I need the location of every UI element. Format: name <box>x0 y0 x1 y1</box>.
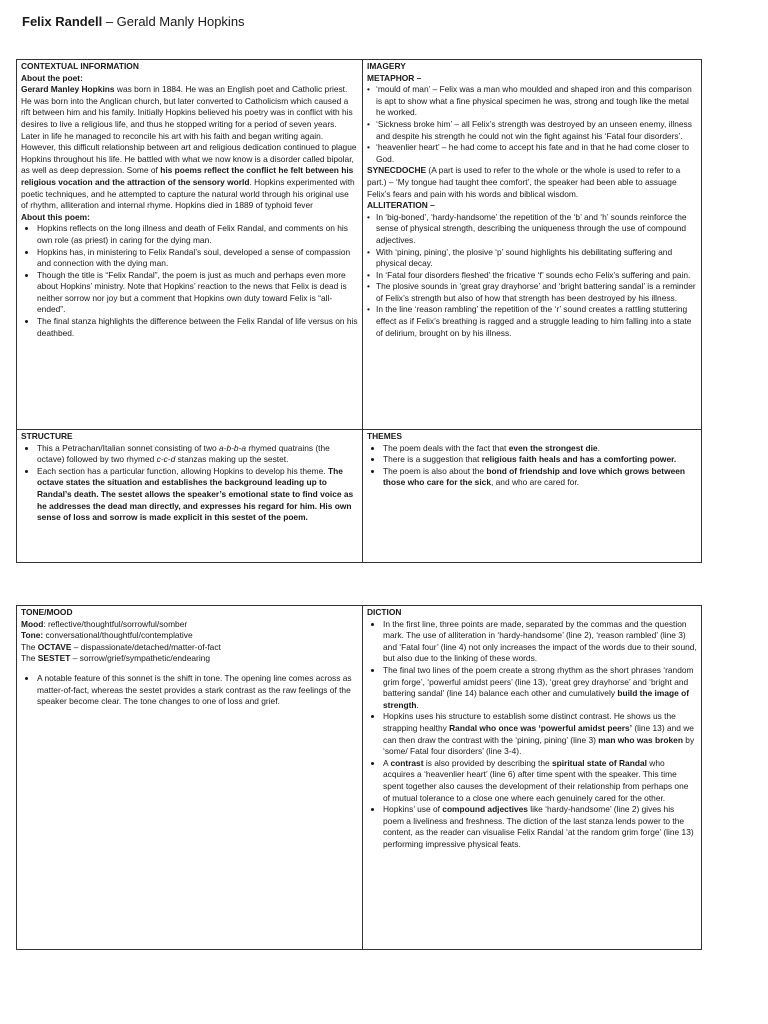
themes-cell <box>363 430 701 562</box>
synecdoche-heading: SYNECDOCHE <box>367 165 427 176</box>
alliteration-item: • In the line ‘reason rambling’ the repetition of the ‘r’ sound creates a rattling stuttering effect as if Felix’s breathing is ragged and a struggle leading to him falling into a state of delirium, brought on by his illness. <box>367 304 697 339</box>
document-title <box>22 14 245 29</box>
metaphor-heading: METAPHOR – <box>367 72 422 83</box>
octave-line: The OCTAVE – dispassionate/detached/matter-of-fact <box>21 641 221 652</box>
diction-item: • In the first line, three points are made, separated by the commas and the question mark. The use of alliteration in ‘hardy-handsome’ (line 2), ‘reason rambled’ (line 3) and ‘Fatal four’ (line 4) not only increases the impact of the words due to their sound, but also due to the linking of these words. <box>383 619 697 665</box>
poet-text2: . Hopkins experimented with poetic techniques, and he attempted to capture the natural world through his original use of rhythm, alliteration and internal rhyme. Hopkins died in 1889 of typhoid fever <box>21 176 355 211</box>
imagery-cell <box>363 60 701 430</box>
bottom-table <box>16 605 702 950</box>
metaphor-item: • ‘heavenlier heart’ – he had come to accept his fate and in that he had come closer to God. <box>367 142 697 165</box>
diction-item: • A contrast is also provided by describing the spiritual state of Randal who acquires a ‘heavenlier heart’ (line 6) after time spent with the speaker. This time spent together also causes the development of their relationship from perhaps one of mutual tolerance to a close one where each genuinely cared for the other. <box>383 758 697 804</box>
structure-item: • Each section has a particular function, allowing Hopkins to develop his theme. The octave states the situation and establishes the background leading up to Randal’s death. The sestet allows the speaker’s emotional state to find voice as he addresses the dead man directly, and expresses his regard for him. His own sense of loss and sorrow is made explicit in this sestet of the poem. <box>37 466 358 524</box>
poet-heading: About the poet: <box>21 72 83 83</box>
alliteration-item: • In ‘big-boned’, ‘hardy-handsome’ the repetition of the ‘b’ and ‘h’ sounds reinforce the sense of physical strength, describing the uniqueness through the use of compound adjectives. <box>367 212 697 247</box>
diction-heading: DICTION <box>367 607 402 617</box>
alliteration-heading: ALLITERATION – <box>367 200 435 211</box>
theme-item: • The poem deals with the fact that even the strongest die. <box>383 443 697 455</box>
theme-item: • The poem is also about the bond of friendship and love which grows between those who care for the sick, and who are cared for. <box>383 466 697 489</box>
structure-heading: STRUCTURE <box>21 431 73 441</box>
poet-text1: was born in 1884. He was an English poet and Catholic priest. He was born into the Anglican church, but later converted to Catholicism which caused a rift between him and his family. Initially Hopkins believed his poetry was in conflict with his desires to live a religious life, and thus he stopped writing for a period of seven years. Later in life he managed to reconcile his art with his faith and began writing again. However, this difficult relationship between art and religious dedication continued to plague Hopkins throughout his life. He battled with what we now know is a disorder called bipolar, as well as deep depression. Some of <box>21 84 357 176</box>
metaphor-item: • ‘Sickness broke him’ – all Felix’s strength was destroyed by an unseen enemy, illness and despite his strength he could not win the fight against his ‘Fatal four disorders’. <box>367 119 697 142</box>
diction-item: • Hopkins uses his structure to establish some distinct contrast. He shows us the strapping healthy Randal who once was ‘powerful amidst peers’ (line 13) and we can then draw the contrast with the ‘pining, pining’ (line 3) man who was broken by ‘some/ Fatal four disorders’ (line 3-4). <box>383 711 697 757</box>
imagery-heading: IMAGERY <box>367 61 406 71</box>
alliteration-item: • In ‘Fatal four disorders fleshed’ the fricative ‘f’ sounds echo Felix’s suffering and pain. <box>367 270 697 282</box>
context-cell <box>17 60 363 430</box>
top-table <box>16 59 702 563</box>
themes-list <box>367 443 697 489</box>
structure-list <box>21 443 358 524</box>
alliteration-item: • With ‘pining, pining’, the plosive ‘p’ sound highlights his debilitating suffering and physical decay. <box>367 247 697 270</box>
diction-list <box>367 619 697 851</box>
diction-item: • Hopkins’ use of compound adjectives like ‘hardy-handsome’ (line 2) gives his poem a liveliness and freshness. The diction of the last stanza lends power to the content, as the reader can visualise Felix Randal ‘at the random grim forge’ (line 13) performing impressive physical feats. <box>383 804 697 850</box>
metaphor-list <box>367 84 697 165</box>
tone-note: • A notable feature of this sonnet is the shift in tone. The opening line comes across as matter-of-fact, whereas the sestet provides a stark contrast as the raw feelings of the speaker become clear. The tone changes to one of loss and grief. <box>37 673 358 708</box>
themes-heading: THEMES <box>367 431 402 441</box>
poem-item: • Though the title is “Felix Randal”, the poem is just as much and perhaps even more about Hopkins’ ministry. Note that Hopkins’ reaction to the news that Felix is dead is neither sorrow nor joy but a comment that Hopkins own duty toward Felix is “all-ended”. <box>37 270 358 316</box>
poet-paragraph <box>21 84 358 212</box>
context-heading: CONTEXTUAL INFORMATION <box>21 61 139 71</box>
structure-item: • This a Petrachan/Italian sonnet consisting of two a-b-b-a rhymed quatrains (the octave) followed by two rhymed c-c-d stanzas making up the sestet. <box>37 443 358 466</box>
poem-item: • The final stanza highlights the difference between the Felix Randal of life versus on his deathbed. <box>37 316 358 339</box>
alliteration-list <box>367 212 697 340</box>
poet-bold: his poems reflect the conflict he felt between his religious vocation and the attraction of the sensory world <box>21 165 354 187</box>
diction-cell <box>363 606 701 949</box>
tone-cell <box>17 606 363 949</box>
metaphor-item: • ‘mould of man’ – Felix was a man who moulded and shaped iron and this comparison is apt to show what a fine physical specimen he was, strong and tough like the metal he worked. <box>367 84 697 119</box>
mood-line: Mood: reflective/thoughtful/sorrowful/somber <box>21 618 188 629</box>
diction-item: • The final two lines of the poem create a strong rhythm as the short phrases ‘random grim forge’, ‘powerful amidst peers’ (line 13), ‘great grey drayhorse’ and ‘bright and battering sandal’ (line 14) balance each other and cumulatively build the image of strength. <box>383 665 697 711</box>
structure-cell <box>17 430 363 562</box>
sestet-line: The SESTET – sorrow/grief/sympathetic/endearing <box>21 653 210 664</box>
poem-list <box>21 223 358 339</box>
synecdoche-paragraph <box>367 165 697 200</box>
theme-item: • There is a suggestion that religious faith heals and has a comforting power. <box>383 454 697 466</box>
alliteration-item: • The plosive sounds in ‘great gray drayhorse’ and ‘bright battering sandal’ is a reminder of Felix’s strength but also of how that strength has been destroyed by his illness. <box>367 281 697 304</box>
synecdoche-text: (A part is used to refer to the whole or the whole is used to refer to a part.) – ‘My tongue had taught thee comfort’, the speaker had been able to assuage Felix’s fears and pain with his words and biblical wisdom. <box>367 165 681 199</box>
poem-item: • Hopkins reflects on the long illness and death of Felix Randal, and comments on his own role (as priest) in caring for the dying man. <box>37 223 358 246</box>
poem-heading: About this poem: <box>21 211 90 222</box>
title-bold: Felix Randell <box>22 14 103 29</box>
tone-list <box>21 673 358 708</box>
poem-item: • Hopkins has, in ministering to Felix Randal’s soul, developed a sense of compassion and connection with the dying man. <box>37 247 358 270</box>
title-rest: – Gerald Manly Hopkins <box>102 14 245 29</box>
poet-name: Gerard Manley Hopkins <box>21 84 115 95</box>
tone-heading: TONE/MOOD <box>21 607 73 617</box>
tone-line: Tone: conversational/thoughtful/contemplative <box>21 630 193 641</box>
